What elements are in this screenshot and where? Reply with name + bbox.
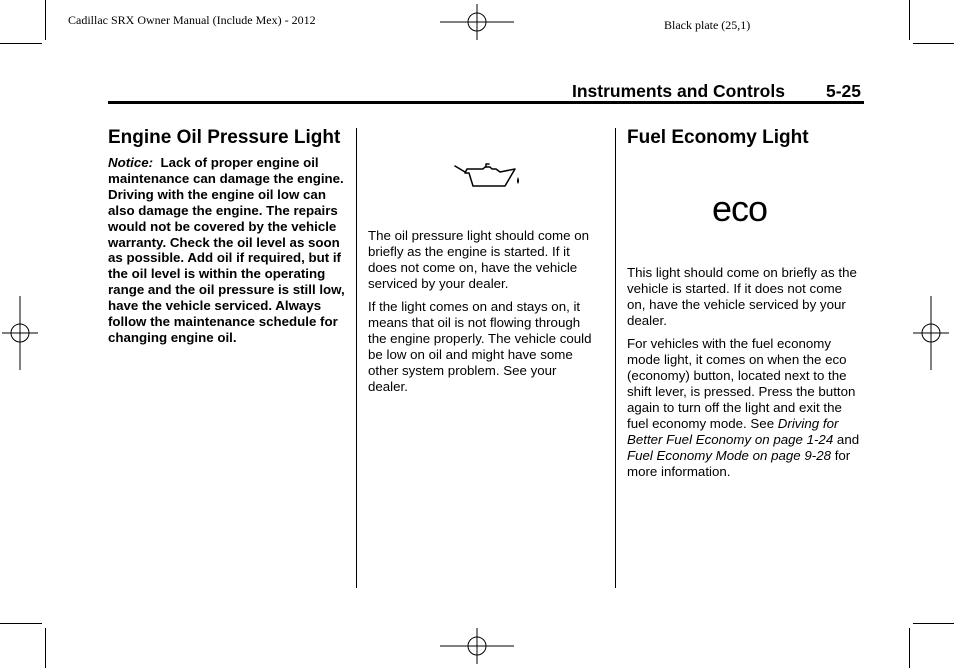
eco-paragraph-2-start: For vehicles with the fuel economy mode light, it comes on when the eco (economy) button, located next to the shift lever, is pressed. Press the button again to turn off the light and exit the fuel economy mode. See (627, 336, 856, 431)
crop-mark (909, 628, 910, 668)
crop-mark (909, 0, 910, 40)
registration-mark-icon (440, 4, 514, 40)
crop-mark (45, 0, 46, 40)
cross-reference-link[interactable]: Fuel Economy Mode on page 9-28 (627, 448, 832, 463)
and-text: and (833, 432, 860, 447)
oil-can-icon (452, 160, 522, 192)
crop-mark (0, 43, 42, 44)
registration-mark-icon (440, 628, 514, 664)
registration-mark-icon (913, 296, 949, 370)
registration-mark-icon (2, 296, 38, 370)
section-title: Instruments and Controls (572, 81, 785, 101)
column-divider (356, 128, 357, 588)
oil-paragraph-1: The oil pressure light should come on briefly as the engine is started. If it does not come on, have the vehicle serviced by your dealer. (368, 228, 589, 291)
column-divider (615, 128, 616, 588)
plate-label: Black plate (25,1) (664, 18, 751, 32)
oil-pressure-body (368, 228, 600, 402)
header-rule (108, 101, 864, 104)
fuel-economy-title: Fuel Economy Light (627, 127, 809, 148)
oil-paragraph-2: If the light comes on and stays on, it means that oil is not flowing through the engine properly. The vehicle could be low on oil and might have some other system problem. See your dealer. (368, 299, 592, 394)
crop-mark (913, 623, 954, 624)
cross-reference-link[interactable]: Driving for Better Fuel Economy on page 1-24 (627, 416, 839, 447)
fuel-economy-body (627, 265, 863, 487)
notice-text: Lack of proper engine oil maintenance can damage the engine. Driving with the engine oil low can also damage the engine. The repairs would not be covered by the vehicle warranty. Check the oil level as soon as possible. Add oil if required, but if the oil level is within the operating range and the oil pressure is still low, have the vehicle serviced. Always follow the maintenance schedule for changing engine oil. (108, 155, 345, 345)
eco-paragraph-1: This light should come on briefly as the vehicle is started. If it does not come on, have the vehicle serviced by your dealer. (627, 265, 857, 328)
page-number: 5-25 (826, 81, 862, 101)
crop-mark (0, 623, 42, 624)
document-title: Cadillac SRX Owner Manual (Include Mex) - 2012 (68, 13, 316, 27)
crop-mark (45, 628, 46, 668)
eco-paragraph-2-end: for more information. (627, 448, 851, 479)
crop-mark (913, 43, 954, 44)
notice-label: Notice: (108, 155, 154, 170)
eco-icon: eco (712, 188, 768, 229)
oil-notice (108, 155, 348, 346)
oil-pressure-title: Engine Oil Pressure Light (108, 127, 341, 148)
eco-paragraph-2 (627, 336, 863, 480)
